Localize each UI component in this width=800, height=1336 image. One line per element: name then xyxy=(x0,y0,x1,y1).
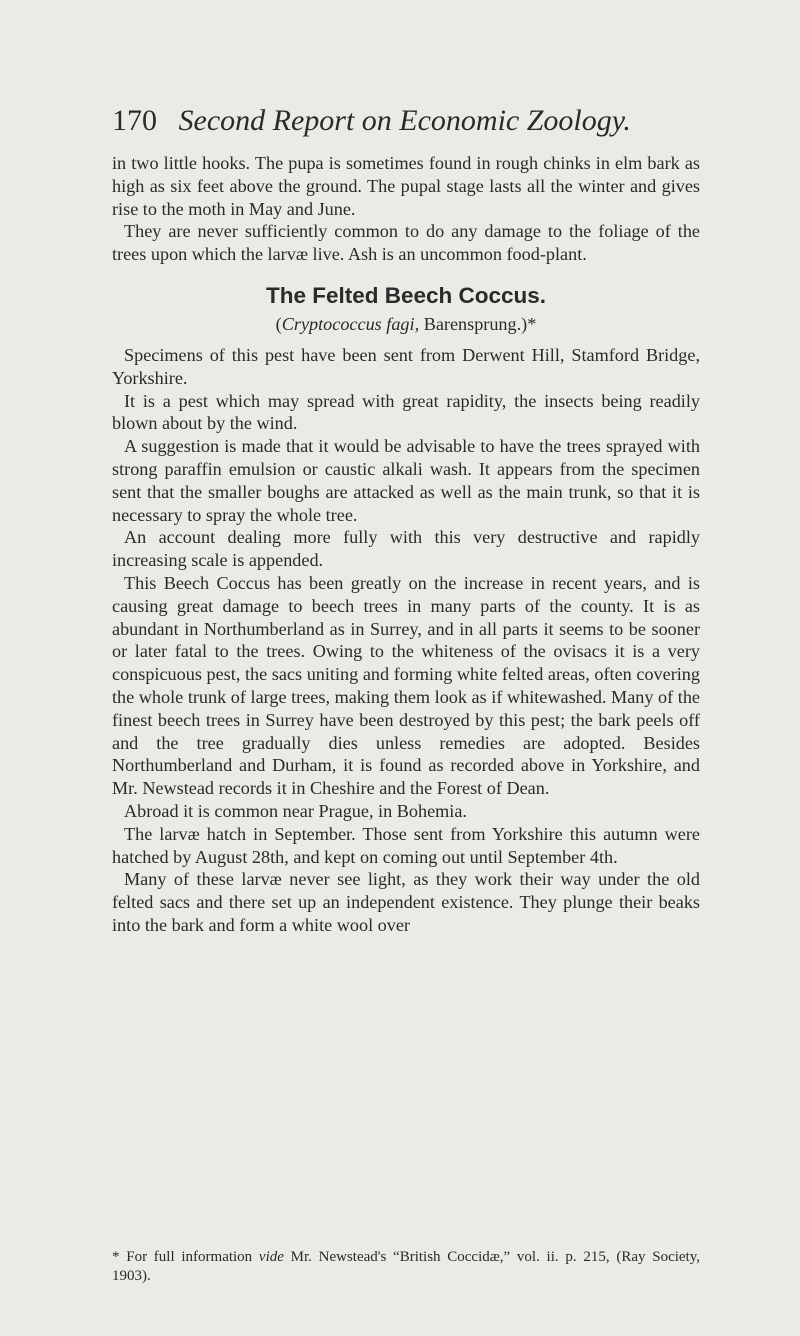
section-subheading xyxy=(112,312,700,336)
page-number: 170 xyxy=(112,104,157,137)
paragraph: This Beech Coccus has been greatly on the increase in recent years, and is causing great damage to beech trees in many parts of the county. It is as abundant in Northumberland as in Surrey, and in all parts it seems to be sooner or later fatal to the trees. Owing to the whiteness of the ovisacs it is a very conspicuous pest, the sacs uniting and forming white felted areas, often covering the whole trunk of large trees, making them look as if whitewashed. Many of the finest beech trees in Surrey have been destroyed by this pest; the bark peels off and the tree gradually dies unless remedies are adopted. Besides Northumberland and Durham, it is found as recorded above in Yorkshire, and Mr. Newstead records it in Cheshire and the Forest of Dean. xyxy=(112,572,700,799)
paragraph: Many of these larvæ never see light, as they work their way under the old felted sacs and there set up an independent existence. They plunge their beaks into the bark and form a white wool over xyxy=(112,869,700,935)
paragraph: Specimens of this pest have been sent from Derwent Hill, Stamford Bridge, Yorkshire. xyxy=(112,344,700,388)
footnote xyxy=(112,1248,700,1286)
paragraph: An account dealing more fully with this very destructive and rapidly increasing scale is appended. xyxy=(112,527,700,571)
paragraph: They are never sufficiently common to do any damage to the foliage of the trees upon which the larvæ live. Ash is an uncommon food-plant. xyxy=(112,221,700,265)
section-heading: The Felted Beech Coccus. xyxy=(265,282,547,308)
paragraph: Abroad it is common near Prague, in Bohemia. xyxy=(124,800,467,821)
footnote-text-start: * For full information xyxy=(112,1249,259,1265)
paragraph: in two little hooks. The pupa is sometimes found in rough chinks in elm bark as high as six feet above the ground. The pupal stage lasts all the winter and gives rise to the moth in May and June. xyxy=(112,153,700,219)
body-text xyxy=(112,152,700,937)
page-header xyxy=(112,104,631,138)
running-title: Second Report on Economic Zoology. xyxy=(178,104,631,137)
footnote-vide: vide xyxy=(258,1249,284,1265)
paragraph: It is a pest which may spread with great rapidity, the insects being readily blown about by the wind. xyxy=(112,390,700,434)
species-name: Cryptococcus fagi, xyxy=(281,313,420,334)
species-author: Barensprung.)* xyxy=(419,313,537,334)
paragraph: A suggestion is made that it would be advisable to have the trees sprayed with strong paraffin emulsion or caustic alkali wash. It appears from the specimen sent that the smaller boughs are attacked as well as the main trunk, so that it is necessary to spray the whole tree. xyxy=(112,436,700,525)
footnote-text-end: Mr. Newstead's “British Coccidæ,” vol. ii. p. 215, (Ray Society, 1903). xyxy=(112,1249,700,1284)
subheading-open: ( xyxy=(275,313,282,334)
paragraph: The larvæ hatch in September. Those sent from Yorkshire this autumn were hatched by August 28th, and kept on coming out until September 4th. xyxy=(112,823,700,867)
